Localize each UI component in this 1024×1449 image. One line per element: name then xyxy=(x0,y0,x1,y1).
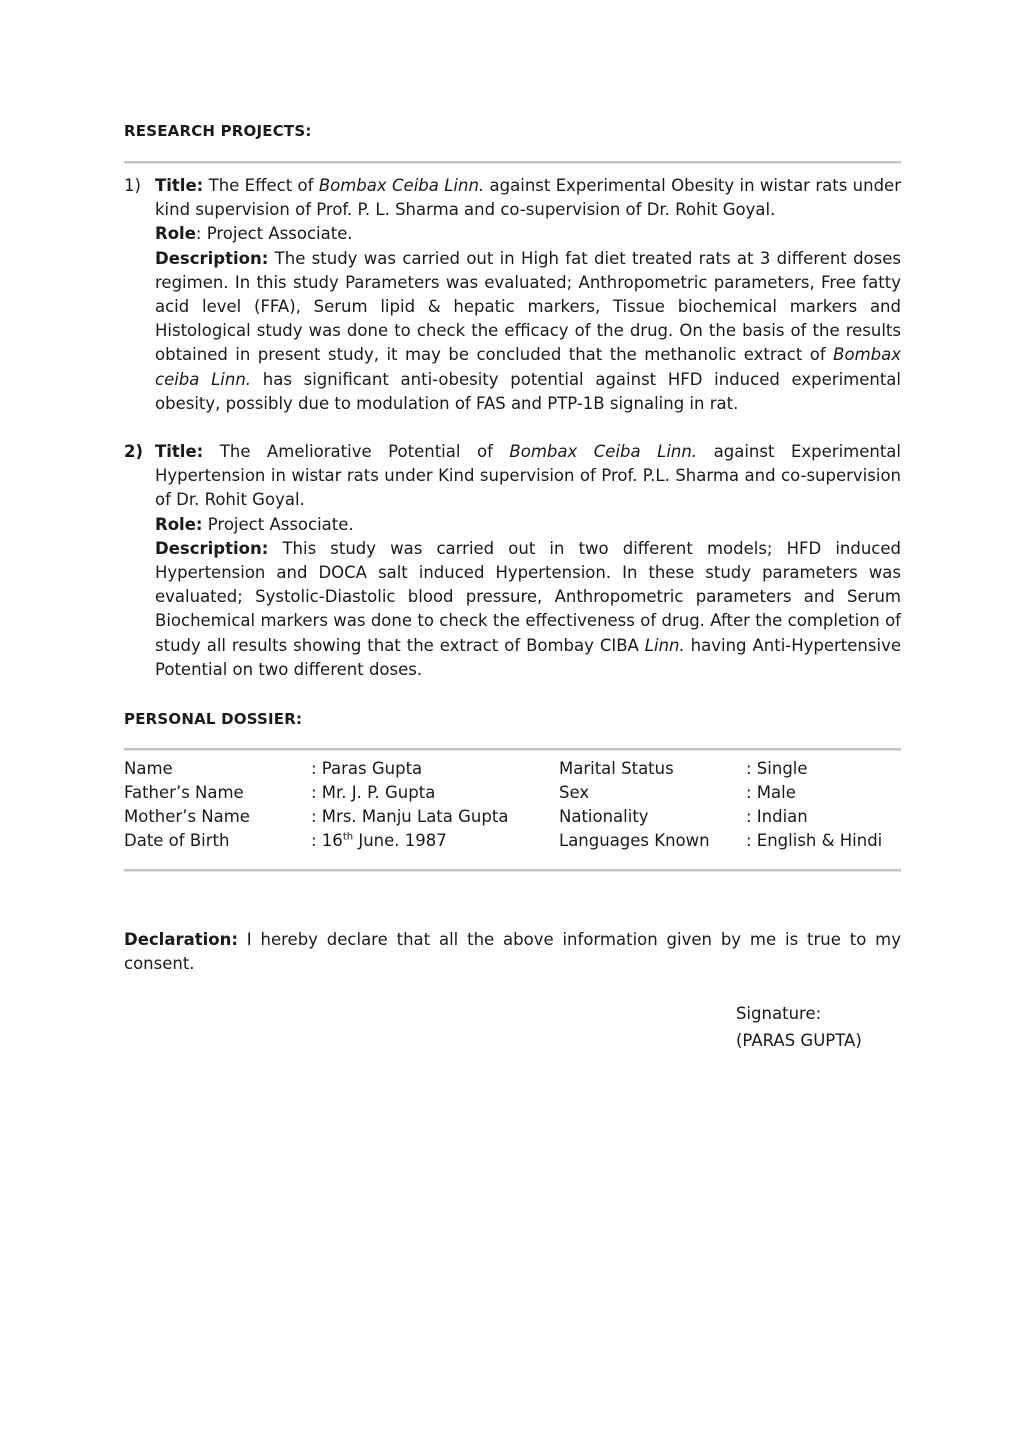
section-divider xyxy=(124,869,901,872)
species-name: Linn. xyxy=(644,635,685,655)
dossier-value: : Mrs. Manju Lata Gupta xyxy=(311,807,509,827)
project-number: 1) xyxy=(124,176,141,195)
dossier-value: : Mr. J. P. Gupta xyxy=(311,783,436,803)
research-projects-heading: RESEARCH PROJECTS: xyxy=(124,122,312,140)
dossier-value: : English & Hindi xyxy=(746,831,883,851)
document-page xyxy=(124,122,902,1051)
signature-label: Signature: xyxy=(736,1004,822,1024)
description-label: Description: xyxy=(155,248,269,268)
dossier-table xyxy=(124,757,901,853)
dossier-value: : Single xyxy=(746,759,808,779)
project-title: Title: The Ameliorative Potential of Bombax Ceiba Linn. against Experimental Hypertension in wistar rats under Kind supervision of Prof. P.L. Sharma and co-supervision of Dr. Rohit Goyal. xyxy=(155,442,902,510)
project-description: Description: The study was carried out in High fat diet treated rats at 3 different doses regimen. In this study Parameters was evaluated; Anthropometric parameters, Free fatty acid level (FFA), Serum lipid & hepatic markers, Tissue biochemical markers and Histological study was done to check the efficacy of the drug. On the basis of the results obtained in present study, it may be concluded that the methanolic extract of Bombax ceiba Linn. has significant anti-obesity potential against HFD induced experimental obesity, possibly due to modulation of FAS and PTP-1B signaling in rat. xyxy=(155,248,902,413)
section-divider xyxy=(124,748,901,751)
dossier-label: Name xyxy=(124,759,173,779)
project-title: Title: The Effect of Bombax Ceiba Linn. against Experimental Obesity in wistar rats under kind supervision of Prof. P. L. Sharma and co-supervision of Dr. Rohit Goyal. xyxy=(155,176,901,220)
species-name: Bombax Ceiba Linn. xyxy=(318,176,485,195)
title-label: Title: xyxy=(155,176,204,195)
project-item-1 xyxy=(124,174,901,416)
species-name: Bombax ceiba Linn. xyxy=(155,345,901,389)
dossier-label: Languages Known xyxy=(559,831,710,851)
project-number: 2) xyxy=(124,442,144,462)
species-name: Bombax Ceiba Linn. xyxy=(509,442,698,462)
dossier-value: : 16th June. 1987 xyxy=(311,831,447,851)
dossier-value: : Paras Gupta xyxy=(311,759,423,779)
dossier-value: : Male xyxy=(746,783,796,803)
dossier-label: Marital Status xyxy=(559,759,674,779)
dossier-label: Nationality xyxy=(559,807,649,827)
dossier-value: : Indian xyxy=(746,807,808,827)
dossier-label: Sex xyxy=(559,783,590,803)
project-role: Role: Project Associate. xyxy=(155,514,354,534)
description-label: Description: xyxy=(155,538,269,558)
role-label: Role xyxy=(155,224,196,244)
signature-block xyxy=(736,1000,862,1054)
dossier-label: Date of Birth xyxy=(124,831,230,851)
personal-dossier-heading: PERSONAL DOSSIER: xyxy=(124,710,303,729)
declaration-label: Declaration: xyxy=(124,930,238,950)
project-role: Role: Project Associate. xyxy=(155,224,353,244)
declaration: Declaration: I hereby declare that all the above information given by me is true to my consent. xyxy=(124,930,901,974)
signature-name: (PARAS GUPTA) xyxy=(736,1031,862,1051)
project-item-2 xyxy=(124,440,901,682)
dossier-label: Father’s Name xyxy=(124,783,244,803)
section-divider xyxy=(124,161,901,164)
project-description: Description: This study was carried out in two different models; HFD induced Hypertension and DOCA salt induced Hypertension. In these study parameters was evaluated; Systolic-Diastolic blood pressure, Anthropometric parameters and Serum Biochemical markers was done to check the effectiveness of drug. After the completion of study all results showing that the extract of Bombay CIBA Linn. having Anti-Hypertensive Potential on two different doses. xyxy=(155,538,901,679)
role-label: Role: xyxy=(155,514,203,534)
dossier-label: Mother’s Name xyxy=(124,807,250,827)
title-label: Title: xyxy=(155,442,204,462)
